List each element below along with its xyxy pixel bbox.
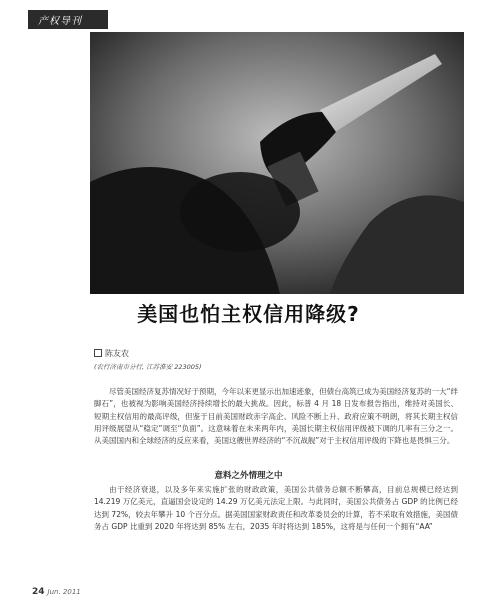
page-number: 24 (32, 587, 45, 597)
column-tag: 产权导刊 (28, 10, 108, 29)
author-affiliation: (农行济南市分行, 江苏淮安 223005) (94, 363, 202, 371)
author-box-icon (94, 349, 102, 357)
knife-photo-icon (90, 32, 464, 294)
section-paragraph: 由于经济衰退，以及多年来实施扩张的财政政策，美国公共债务总额不断攀高，目前总规模已经达到 14.219 万亿美元，直逼国会设定的 14.29 万亿美元法定上限。与此同时，美国公共债务占 GDP 的比例已经达到 72%，较去年攀升 10 个百分点。据美国国家财政责任和改革委员会的计算，若不采取有效措施，美国债务占 GDP 比重到 2020 年将达到 85% 左右，2035 年时将达到 185%，这将是与任何一个拥有“AA” (94, 485, 458, 531)
section-heading: 意料之外情理之中 (214, 471, 283, 481)
page-footer (32, 587, 81, 597)
issue-date: Jun. 2011 (47, 588, 81, 596)
author-line (94, 348, 129, 359)
intro-paragraph: 尽管美国经济复苏情况好于预期，今年以来更显示出加速迹象，但债台高筑已成为美国经济复苏的一大“绊脚石”，也被视为影响美国经济持续增长的最大挑战。因此，标普 4 月 18 日发布报告指出，维持对美国长、短期主权信用的最高评级，但鉴于目前美国财政赤字高企、风险不断上升、政府应策不明朗，将其长期主权信用评级展望从“稳定”调至“负面”。这意味着在未来两年内，美国长期主权信用评级被下调的几率有三分之一。从美国国内和全球经济的反应来看，美国这艘世界经济的“不沉战舰”对于主权信用评级的下降也是畏惧三分。 (94, 387, 458, 446)
article-title: 美国也怕主权信用降级? (137, 302, 360, 326)
author-name: 陈友农 (105, 349, 129, 358)
